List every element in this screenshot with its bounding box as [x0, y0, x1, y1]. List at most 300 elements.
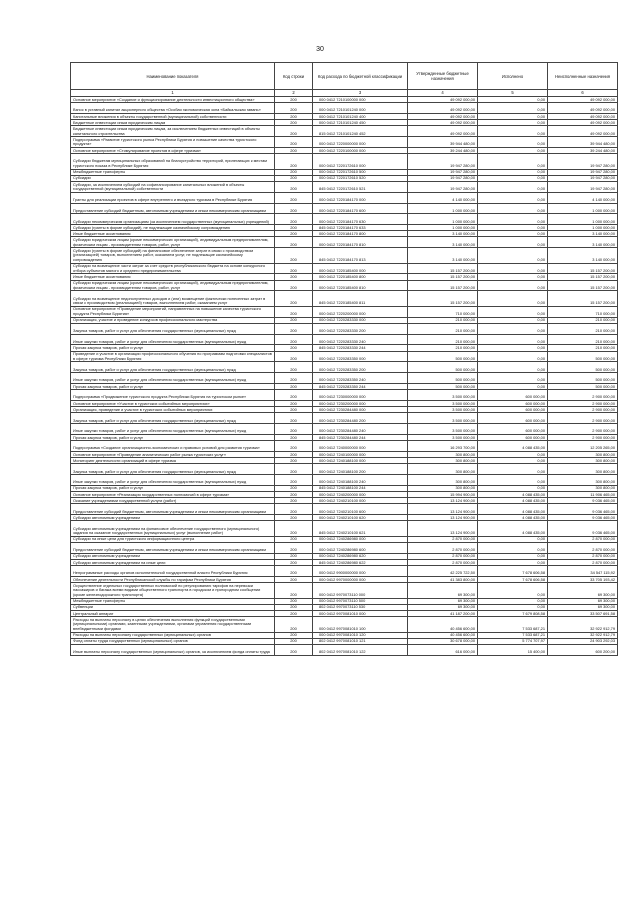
row-budget-code: 845 0412 7220283350 244 [313, 383, 408, 389]
row-indicator-name: Основное мероприятие «Участие в туристских событийных мероприятиях» [71, 400, 275, 406]
row-budget-code: 000 0412 7230000000 000 [313, 390, 408, 401]
row-unexecuted-amount: 500 000,00 [548, 373, 618, 384]
table-row [71, 181, 618, 192]
row-line-code: 200 [275, 576, 313, 582]
row-unexecuted-amount: 2 870 000,00 [548, 543, 618, 554]
row-budget-code: 000 0412 7220184170 810 [313, 237, 408, 248]
row-unexecuted-amount: 49 092 000,00 [548, 120, 618, 126]
row-executed-amount: 0,00 [478, 120, 548, 126]
row-line-code: 200 [275, 560, 313, 566]
row-budget-code: 845 0412 7220184170 633 [313, 225, 408, 231]
row-approved-amount: 49 092 000,00 [408, 120, 478, 126]
table-row [71, 237, 618, 248]
row-indicator-name: Основное мероприятие «Реализация государственных полномочий в сфере туризма» [71, 492, 275, 498]
row-executed-amount: 0,00 [478, 175, 548, 181]
table-row [71, 441, 618, 452]
row-budget-code: 000 0412 7220100000 000 [313, 147, 408, 153]
row-line-code: 200 [275, 147, 313, 153]
row-budget-code: 845 0412 7220283330 244 [313, 345, 408, 351]
row-approved-amount: 16 293 700,00 [408, 441, 478, 452]
row-executed-amount: 0,00 [478, 598, 548, 604]
row-budget-code: 815 0412 7210101240 452 [313, 126, 408, 137]
row-executed-amount: 7 533 687,21 [478, 632, 548, 638]
row-unexecuted-amount: 2 900 000,00 [548, 434, 618, 440]
row-budget-code: 000 0412 9970073110 000 [313, 583, 408, 598]
row-budget-code: 000 0412 7240210100 000 [313, 498, 408, 504]
row-budget-code: 000 0412 7220172610 000 [313, 154, 408, 169]
row-line-code: 200 [275, 598, 313, 604]
row-indicator-name: Основное мероприятие «Стимулирование проектов в сфере туризма» [71, 147, 275, 153]
row-executed-amount: 0,00 [478, 485, 548, 491]
table-row [71, 492, 618, 498]
row-budget-code: 000 0412 7220283350 000 [313, 351, 408, 362]
row-budget-code: 000 0412 9970073110 500 [313, 598, 408, 604]
row-indicator-name: Подпрограмма «Создание организационно-экономических и правовых условий для развития туризма» [71, 441, 275, 452]
row-executed-amount: 0,00 [478, 248, 548, 263]
row-unexecuted-amount: 69 300,00 [548, 604, 618, 610]
row-indicator-name: Подпрограмма «Продвижение туристского продукта Республики Бурятия на туристском рынке» [71, 390, 275, 401]
row-unexecuted-amount: 39 244 480,00 [548, 147, 618, 153]
table-row [71, 498, 618, 504]
row-budget-code: 845 0412 7240210100 621 [313, 521, 408, 536]
row-executed-amount: 0,00 [478, 451, 548, 457]
row-unexecuted-amount: 24 903 292,03 [548, 638, 618, 644]
row-approved-amount: 1 000 000,00 [408, 225, 478, 231]
table-row [71, 154, 618, 169]
row-approved-amount: 616 000,00 [408, 644, 478, 655]
row-approved-amount: 1 000 000,00 [408, 214, 478, 225]
row-line-code: 200 [275, 458, 313, 464]
row-approved-amount: 69 300,00 [408, 598, 478, 604]
row-approved-amount: 2 870 000,00 [408, 536, 478, 542]
table-row [71, 306, 618, 317]
table-row [71, 644, 618, 655]
row-budget-code: 000 0412 7220184170 000 [313, 192, 408, 203]
row-unexecuted-amount: 2 900 000,00 [548, 424, 618, 435]
table-row [71, 192, 618, 203]
row-unexecuted-amount: 4 140 000,00 [548, 192, 618, 203]
row-indicator-name: Расходы на выплаты персоналу в целях обеспечения выполнения функций государственными (муниципальными) органами, казенными учреждениями, органами управления государственными внебюджетными фондами [71, 617, 275, 632]
row-unexecuted-amount: 15 157 200,00 [548, 291, 618, 306]
row-executed-amount: 0,00 [478, 225, 548, 231]
row-unexecuted-amount: 300 800,00 [548, 475, 618, 486]
row-approved-amount: 2 870 000,00 [408, 543, 478, 554]
row-approved-amount: 3 140 000,00 [408, 237, 478, 248]
row-line-code: 200 [275, 441, 313, 452]
row-line-code: 200 [275, 492, 313, 498]
row-approved-amount: 15 157 200,00 [408, 263, 478, 274]
row-unexecuted-amount: 9 036 465,00 [548, 498, 618, 504]
header-budget-classification-code: Код расхода по бюджетной классификации [313, 63, 408, 90]
row-indicator-name: Расходы на выплаты персоналу государственных (муниципальных) органов [71, 632, 275, 638]
row-line-code: 200 [275, 610, 313, 616]
row-indicator-name: Предоставление субсидий бюджетным, автономным учреждениям и иным некоммерческим организациям [71, 504, 275, 515]
row-line-code: 200 [275, 498, 313, 504]
row-unexecuted-amount: 210 000,00 [548, 345, 618, 351]
row-indicator-name: Субсидии автономным учреждениям [71, 553, 275, 559]
row-line-code: 200 [275, 632, 313, 638]
row-executed-amount: 0,00 [478, 237, 548, 248]
row-approved-amount: 3 500 000,00 [408, 434, 478, 440]
row-line-code: 200 [275, 644, 313, 655]
row-line-code: 200 [275, 113, 313, 119]
row-budget-code: 000 0412 7240100000 000 [313, 451, 408, 457]
row-unexecuted-amount: 15 157 200,00 [548, 263, 618, 274]
table-row [71, 373, 618, 384]
row-budget-code: 000 0412 7220283330 200 [313, 323, 408, 334]
row-indicator-name: Основное мероприятие «Проведение аналитических работ рынка туристских услуг» [71, 451, 275, 457]
row-approved-amount: 210 000,00 [408, 345, 478, 351]
table-row [71, 617, 618, 632]
row-executed-amount: 0,00 [478, 560, 548, 566]
row-executed-amount: 7 678 606,58 [478, 566, 548, 577]
header-line-code: Код строки [275, 63, 313, 90]
table-row [71, 543, 618, 554]
row-budget-code: 000 0412 7210101240 000 [313, 103, 408, 114]
row-indicator-name: Межбюджетные трансферты [71, 598, 275, 604]
row-indicator-name: Мониторинг деятельности организаций в сфере туризма [71, 458, 275, 464]
row-executed-amount: 0,00 [478, 97, 548, 103]
row-unexecuted-amount: 34 547 115,92 [548, 566, 618, 577]
row-line-code: 200 [275, 263, 313, 274]
table-row [71, 390, 618, 401]
row-indicator-name: Закупка товаров, работ и услуг для обеспечения государственных (муниципальных) нужд [71, 413, 275, 424]
row-indicator-name: Субсидии автономным учреждениям на иные цели [71, 560, 275, 566]
row-approved-amount: 69 300,00 [408, 583, 478, 598]
row-indicator-name: Прочая закупка товаров, работ и услуг [71, 434, 275, 440]
row-line-code: 200 [275, 475, 313, 486]
page-number: 30 [316, 46, 324, 53]
row-executed-amount: 0,00 [478, 181, 548, 192]
row-approved-amount: 500 000,00 [408, 373, 478, 384]
row-budget-code: 000 0412 7230200000 000 [313, 400, 408, 406]
table-row [71, 280, 618, 291]
row-indicator-name: Бюджетные инвестиции иным юридическим лицам, за исключением бюджетных инвестиций в объекты капитального строительства [71, 126, 275, 137]
row-indicator-name: Иные закупки товаров, работ и услуг для обеспечения государственных (муниципальных) нужд [71, 373, 275, 384]
row-approved-amount: 3 500 000,00 [408, 400, 478, 406]
row-line-code: 200 [275, 638, 313, 644]
row-approved-amount: 30 678 000,00 [408, 638, 478, 644]
row-unexecuted-amount: 33 507 691,58 [548, 610, 618, 616]
row-unexecuted-amount: 1 000 000,00 [548, 214, 618, 225]
row-line-code: 200 [275, 536, 313, 542]
row-executed-amount: 4 088 435,00 [478, 498, 548, 504]
row-unexecuted-amount: 300 800,00 [548, 451, 618, 457]
row-budget-code: 000 0412 7220185400 800 [313, 274, 408, 280]
row-line-code: 200 [275, 169, 313, 175]
row-executed-amount: 5 774 707,97 [478, 638, 548, 644]
row-executed-amount: 0,00 [478, 147, 548, 153]
row-line-code: 200 [275, 424, 313, 435]
row-approved-amount: 3 500 000,00 [408, 407, 478, 413]
row-line-code: 200 [275, 97, 313, 103]
row-indicator-name: Субсидии некоммерческим организациям (за исключением государственных (муниципальных) учреждений) [71, 214, 275, 225]
row-unexecuted-amount: 600 200,00 [548, 644, 618, 655]
row-line-code: 200 [275, 225, 313, 231]
row-executed-amount: 4 088 435,00 [478, 521, 548, 536]
row-unexecuted-amount: 2 900 000,00 [548, 407, 618, 413]
row-budget-code: 845 0412 7220172610 521 [313, 181, 408, 192]
row-budget-code: 845 0412 7240188100 244 [313, 485, 408, 491]
row-line-code: 200 [275, 515, 313, 521]
column-number-row [71, 90, 618, 97]
table-row [71, 638, 618, 644]
table-row [71, 464, 618, 475]
row-executed-amount: 0,00 [478, 351, 548, 362]
row-executed-amount: 0,00 [478, 345, 548, 351]
row-budget-code: 802 0412 9970073110 530 [313, 604, 408, 610]
row-unexecuted-amount: 9 036 465,00 [548, 504, 618, 515]
row-approved-amount: 49 092 000,00 [408, 97, 478, 103]
row-approved-amount: 13 124 900,00 [408, 504, 478, 515]
row-line-code: 200 [275, 351, 313, 362]
row-approved-amount: 13 124 900,00 [408, 498, 478, 504]
row-executed-amount: 4 088 435,00 [478, 492, 548, 498]
row-line-code: 200 [275, 373, 313, 384]
column-number: 1 [71, 90, 275, 97]
row-budget-code: 000 0412 7220185400 000 [313, 263, 408, 274]
row-budget-code: 000 0412 7240200000 000 [313, 492, 408, 498]
row-line-code: 200 [275, 103, 313, 114]
row-budget-code: 000 0412 7220184170 800 [313, 231, 408, 237]
row-indicator-name: Субсидии, за исключением субсидий на софинансирование капитальных вложений в объекты государственной (муниципальной) собственности [71, 181, 275, 192]
row-approved-amount: 4 140 000,00 [408, 192, 478, 203]
row-approved-amount: 3 500 000,00 [408, 424, 478, 435]
row-budget-code: 000 0412 7240188100 200 [313, 464, 408, 475]
row-indicator-name: Иные закупки товаров, работ и услуг для обеспечения государственных (муниципальных) нужд [71, 475, 275, 486]
row-executed-amount: 0,00 [478, 263, 548, 274]
table-row [71, 424, 618, 435]
row-approved-amount: 1 000 000,00 [408, 203, 478, 214]
header-executed: Исполнено [478, 63, 548, 90]
row-unexecuted-amount: 9 036 465,00 [548, 521, 618, 536]
row-approved-amount: 19 947 280,00 [408, 154, 478, 169]
row-line-code: 200 [275, 383, 313, 389]
row-approved-amount: 3 500 000,00 [408, 390, 478, 401]
row-indicator-name: Субсидии автономным учреждениям [71, 515, 275, 521]
table-row [71, 203, 618, 214]
row-approved-amount: 40 456 600,00 [408, 617, 478, 632]
row-indicator-name: Основное мероприятие «Проведение мероприятий, направленных на повышение качества туристского продукта Республики Бурятия» [71, 306, 275, 317]
row-unexecuted-amount: 500 000,00 [548, 383, 618, 389]
row-line-code: 200 [275, 120, 313, 126]
row-unexecuted-amount: 49 092 000,00 [548, 103, 618, 114]
row-executed-amount: 600 000,00 [478, 424, 548, 435]
row-indicator-name: Предоставление субсидий бюджетным, автономным учреждениям и иным некоммерческим организациям [71, 543, 275, 554]
row-unexecuted-amount: 300 800,00 [548, 464, 618, 475]
row-executed-amount: 0,00 [478, 192, 548, 203]
row-line-code: 200 [275, 334, 313, 345]
row-indicator-name: Закупка товаров, работ и услуг для обеспечения государственных (муниципальных) нужд [71, 362, 275, 373]
row-indicator-name: Капитальные вложения в объекты государственной (муниципальной) собственности [71, 113, 275, 119]
row-approved-amount: 2 870 000,00 [408, 553, 478, 559]
row-indicator-name: Иные закупки товаров, работ и услуг для обеспечения государственных (муниципальных) нужд [71, 424, 275, 435]
row-line-code: 200 [275, 237, 313, 248]
row-executed-amount: 0,00 [478, 583, 548, 598]
row-indicator-name: Подпрограмма «Развитие туристского рынка Республики Бурятия и повышение качества туристского продукта» [71, 137, 275, 148]
row-approved-amount: 49 092 000,00 [408, 113, 478, 119]
header-approved-appropriations: Утвержденные бюджетные назначения [408, 63, 478, 90]
row-indicator-name: Прочая закупка товаров, работ и услуг [71, 345, 275, 351]
row-unexecuted-amount: 32 922 912,79 [548, 632, 618, 638]
row-executed-amount: 0,00 [478, 604, 548, 610]
row-executed-amount: 0,00 [478, 137, 548, 148]
row-unexecuted-amount: 19 947 280,00 [548, 175, 618, 181]
row-executed-amount: 0,00 [478, 334, 548, 345]
row-approved-amount: 500 000,00 [408, 351, 478, 362]
row-budget-code: 000 0412 7220283330 240 [313, 334, 408, 345]
row-executed-amount: 0,00 [478, 280, 548, 291]
row-budget-code: 000 0412 7210101240 450 [313, 120, 408, 126]
table-header-row [71, 63, 618, 90]
row-line-code: 200 [275, 434, 313, 440]
table-row [71, 413, 618, 424]
row-line-code: 200 [275, 137, 313, 148]
row-unexecuted-amount: 19 947 280,00 [548, 154, 618, 169]
row-executed-amount: 600 000,00 [478, 407, 548, 413]
row-approved-amount: 41 383 800,00 [408, 576, 478, 582]
row-budget-code: 000 0412 7240286980 600 [313, 543, 408, 554]
row-line-code: 200 [275, 362, 313, 373]
row-unexecuted-amount: 33 705 193,42 [548, 576, 618, 582]
row-approved-amount: 300 800,00 [408, 485, 478, 491]
row-indicator-name: Гранты для реализации проектов в сфере внутреннего и въездного туризма в Республике Бурятия [71, 192, 275, 203]
row-line-code: 200 [275, 231, 313, 237]
row-unexecuted-amount: 49 092 000,00 [548, 126, 618, 137]
table-row [71, 362, 618, 373]
row-indicator-name: Закупка товаров, работ и услуг для обеспечения государственных (муниципальных) нужд [71, 464, 275, 475]
row-approved-amount: 13 124 900,00 [408, 515, 478, 521]
row-executed-amount: 0,00 [478, 475, 548, 486]
row-unexecuted-amount: 3 140 000,00 [548, 237, 618, 248]
row-approved-amount: 2 870 000,00 [408, 560, 478, 566]
row-unexecuted-amount: 19 947 280,00 [548, 181, 618, 192]
table-row [71, 475, 618, 486]
table-row [71, 504, 618, 515]
row-indicator-name: Иные закупки товаров, работ и услуг для обеспечения государственных (муниципальных) нужд [71, 334, 275, 345]
row-unexecuted-amount: 300 800,00 [548, 458, 618, 464]
row-unexecuted-amount: 3 140 000,00 [548, 248, 618, 263]
row-approved-amount: 500 000,00 [408, 383, 478, 389]
row-line-code: 200 [275, 274, 313, 280]
row-unexecuted-amount: 19 947 280,00 [548, 169, 618, 175]
row-unexecuted-amount: 15 157 200,00 [548, 280, 618, 291]
row-executed-amount: 0,00 [478, 553, 548, 559]
row-indicator-name: Субсидии юридическим лицам (кроме некоммерческих организаций), индивидуальным предпринимателям, физическим лицам - производителям товаров, работ, услуг [71, 237, 275, 248]
row-approved-amount: 13 124 900,00 [408, 521, 478, 536]
row-line-code: 200 [275, 566, 313, 577]
table-row [71, 248, 618, 263]
table-row [71, 291, 618, 306]
row-budget-code: 000 0412 7220283350 200 [313, 362, 408, 373]
row-budget-code: 845 0412 7230284480 244 [313, 434, 408, 440]
row-indicator-name: Субсидии (гранты в форме субсидий), не подлежащие казначейскому сопровождению [71, 225, 275, 231]
table-row [71, 400, 618, 406]
row-indicator-name: Субсидии юридическим лицам (кроме некоммерческих организаций), индивидуальным предпринимателям, физическим лицам - производителям товаров, работ, услуг [71, 280, 275, 291]
row-line-code: 200 [275, 317, 313, 323]
row-approved-amount: 15 157 200,00 [408, 280, 478, 291]
row-executed-amount: 7 679 808,58 [478, 610, 548, 616]
row-budget-code: 000 0412 7240188100 000 [313, 458, 408, 464]
row-unexecuted-amount: 710 000,00 [548, 306, 618, 317]
row-budget-code: 000 0412 7220200000 000 [313, 306, 408, 317]
row-line-code: 200 [275, 413, 313, 424]
row-line-code: 200 [275, 451, 313, 457]
row-budget-code: 845 0412 7240286980 622 [313, 560, 408, 566]
table-row [71, 407, 618, 413]
row-executed-amount: 4 088 435,00 [478, 515, 548, 521]
row-executed-amount: 0,00 [478, 203, 548, 214]
row-executed-amount: 0,00 [478, 543, 548, 554]
row-line-code: 200 [275, 192, 313, 203]
table-row [71, 334, 618, 345]
row-line-code: 200 [275, 323, 313, 334]
row-approved-amount: 49 092 000,00 [408, 103, 478, 114]
row-unexecuted-amount: 2 900 000,00 [548, 400, 618, 406]
row-approved-amount: 15 157 200,00 [408, 291, 478, 306]
row-budget-code: 000 0412 9970081010 120 [313, 632, 408, 638]
row-budget-code: 000 0412 7220184170 600 [313, 203, 408, 214]
row-budget-code: 000 0412 7240286980 620 [313, 553, 408, 559]
row-executed-amount: 0,00 [478, 231, 548, 237]
row-line-code: 200 [275, 604, 313, 610]
row-budget-code: 000 0412 9970081010 000 [313, 610, 408, 616]
row-indicator-name: Осуществление отдельных государственных полномочий по регулированию тарифов на перевозки пассажиров и багажа всеми видами общественного транспорта в городском и пригородном сообщении (кроме железнодорожного транспорта) [71, 583, 275, 598]
row-indicator-name: Фонд оплаты труда государственных (муниципальных) органов [71, 638, 275, 644]
row-executed-amount: 0,00 [478, 126, 548, 137]
table-row [71, 263, 618, 274]
row-indicator-name: Межбюджетные трансферты [71, 169, 275, 175]
table-row [71, 632, 618, 638]
row-executed-amount: 0,00 [478, 274, 548, 280]
row-executed-amount: 0,00 [478, 214, 548, 225]
row-budget-code: 000 0412 9970081010 100 [313, 617, 408, 632]
row-indicator-name: Организация, проведение и участие в туристских событийных мероприятиях [71, 407, 275, 413]
row-approved-amount: 3 140 000,00 [408, 231, 478, 237]
row-executed-amount: 7 678 606,58 [478, 576, 548, 582]
row-unexecuted-amount: 2 900 000,00 [548, 390, 618, 401]
row-indicator-name: Иные бюджетные ассигнования [71, 274, 275, 280]
row-indicator-name: Субсидии бюджетам муниципальных образований на благоустройство территорий, прилегающих к местам туристского показа в Республике Бурятия [71, 154, 275, 169]
row-line-code: 200 [275, 485, 313, 491]
row-unexecuted-amount: 39 944 480,00 [548, 137, 618, 148]
row-executed-amount: 15 400,00 [478, 644, 548, 655]
row-approved-amount: 300 800,00 [408, 458, 478, 464]
column-number: 5 [478, 90, 548, 97]
budget-execution-table [70, 62, 618, 656]
row-line-code: 200 [275, 407, 313, 413]
row-indicator-name: Организация, участие и проведение конкурсов профессионального мастерства [71, 317, 275, 323]
row-line-code: 200 [275, 504, 313, 515]
row-unexecuted-amount: 69 300,00 [548, 583, 618, 598]
table-row [71, 566, 618, 577]
row-budget-code: 802 0412 9970081010 121 [313, 638, 408, 644]
row-line-code: 200 [275, 583, 313, 598]
row-line-code: 200 [275, 521, 313, 536]
row-indicator-name: Обеспечение деятельности Республиканской службы по тарифам Республики Бурятия [71, 576, 275, 582]
row-line-code: 200 [275, 390, 313, 401]
row-indicator-name: Прочая закупка товаров, работ и услуг [71, 383, 275, 389]
table-row [71, 323, 618, 334]
header-unexecuted-appropriations: Неисполненные назначения [548, 63, 618, 90]
row-unexecuted-amount: 32 922 912,79 [548, 617, 618, 632]
row-indicator-name: Субсидии (гранты в форме субсидий) на финансовое обеспечение затрат в связи с производством (реализацией) товаров, выполнением работ, оказанием услуг, не подлежащие казначейскому сопровождению [71, 248, 275, 263]
table-row [71, 126, 618, 137]
row-budget-code: 000 0412 7210100000 000 [313, 97, 408, 103]
table-row [71, 103, 618, 114]
row-approved-amount: 3 140 000,00 [408, 248, 478, 263]
row-indicator-name: Субсидии на иные цели для туристского информационного центра [71, 536, 275, 542]
